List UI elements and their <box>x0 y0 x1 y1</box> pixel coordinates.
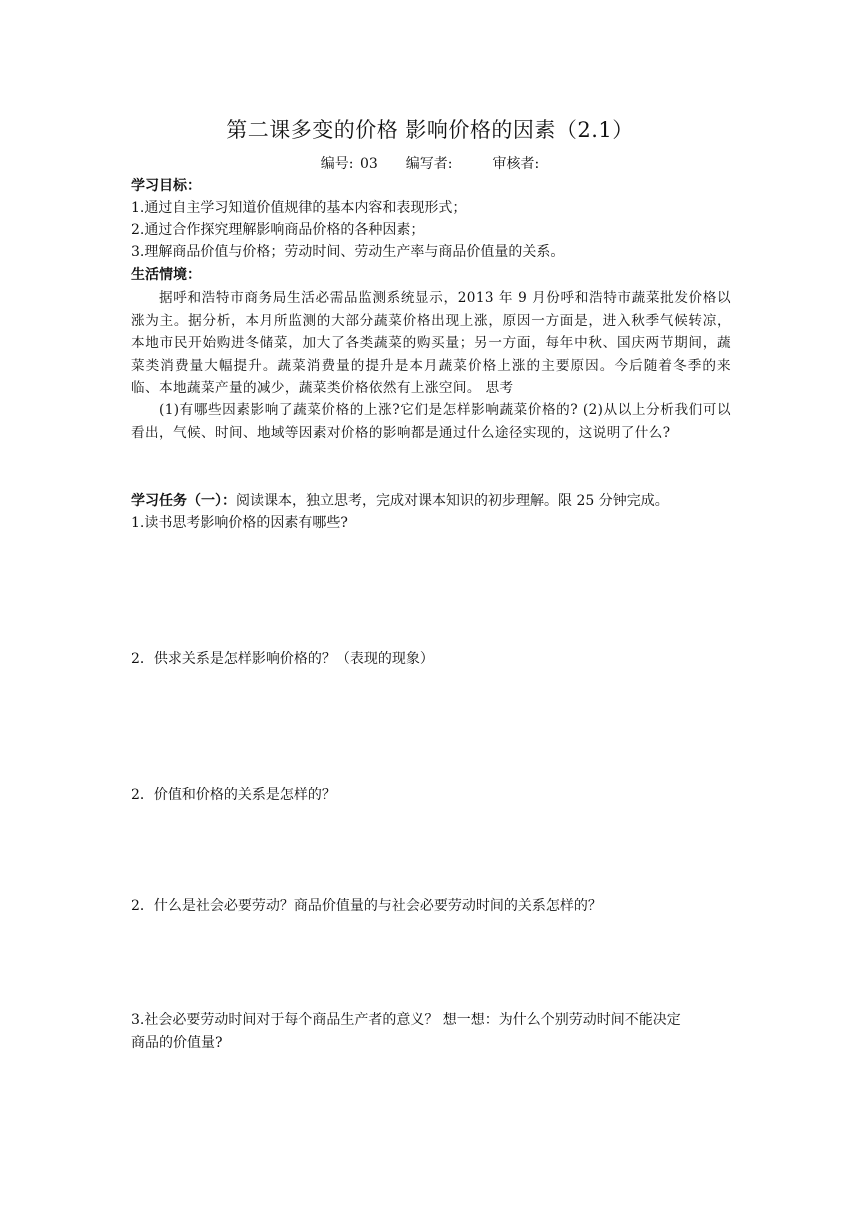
task-intro-line <box>131 491 669 511</box>
task-question: 商品的价值量? <box>131 1035 223 1051</box>
thinking-questions: (1)有哪些因素影响了蔬菜价格的上涨?它们是怎样影响蔬菜价格的? (2)从以上分析我们可以看出，气候、时间、地域等因素对价格的影响都是通过什么途径实现的，这说明了什么? <box>131 402 731 441</box>
task-intro: 阅读课本，独立思考，完成对课本知识的初步理解。限 25 分钟完成。 <box>236 493 669 509</box>
situation-paragraph: 据呼和浩特市商务局生活必需品监测系统显示，2013 年 9 月份呼和浩特市蔬菜批发价格以涨为主。据分析，本月所监测的大部分蔬菜价格出现上涨，原因一方面是，进入秋季气候转凉，本地市民开始购进冬储菜，加大了各类蔬菜的购买量；另一方面，每年中秋、国庆两节期间，蔬菜类消费量大幅提升。蔬菜消费量的提升是本月蔬菜价格上涨的主要原因。今后随着冬季的来临、本地蔬菜产量的减少，蔬菜类价格依然有上涨空间。 思考 <box>131 290 731 396</box>
situation-heading: 生活情境： <box>131 267 201 283</box>
meta-writer: 编写者: <box>405 156 453 172</box>
task-question: 1.读书思考影响价格的因素有哪些? <box>131 515 348 531</box>
document-meta <box>0 153 860 173</box>
meta-reviewer: 审核者: <box>492 156 540 172</box>
page-title: 第二课多变的价格 影响价格的因素（2.1） <box>226 118 634 142</box>
goal-item: 3.理解商品价值与价格；劳动时间、劳动生产率与商品价值量的关系。 <box>131 244 565 260</box>
goals-heading: 学习目标： <box>131 178 201 194</box>
goal-item: 1.通过自主学习知道价值规律的基本内容和表现形式； <box>131 200 467 216</box>
meta-number: 编号: 03 <box>320 156 378 172</box>
task-heading: 学习任务（一）： <box>131 493 236 509</box>
task-question: 2．什么是社会必要劳动？商品价值量的与社会必要劳动时间的关系怎样的？ <box>131 898 602 914</box>
task-question: 3.社会必要劳动时间对于每个商品生产者的意义？ 想一想：为什么个别劳动时间不能决定 <box>131 1012 681 1028</box>
goal-item: 2.通过合作探究理解影响商品价格的各种因素； <box>131 222 425 238</box>
task-question: 2．价值和价格的关系是怎样的？ <box>131 787 336 803</box>
task-question: 2．供求关系是怎样影响价格的？（表现的现象） <box>131 651 434 667</box>
